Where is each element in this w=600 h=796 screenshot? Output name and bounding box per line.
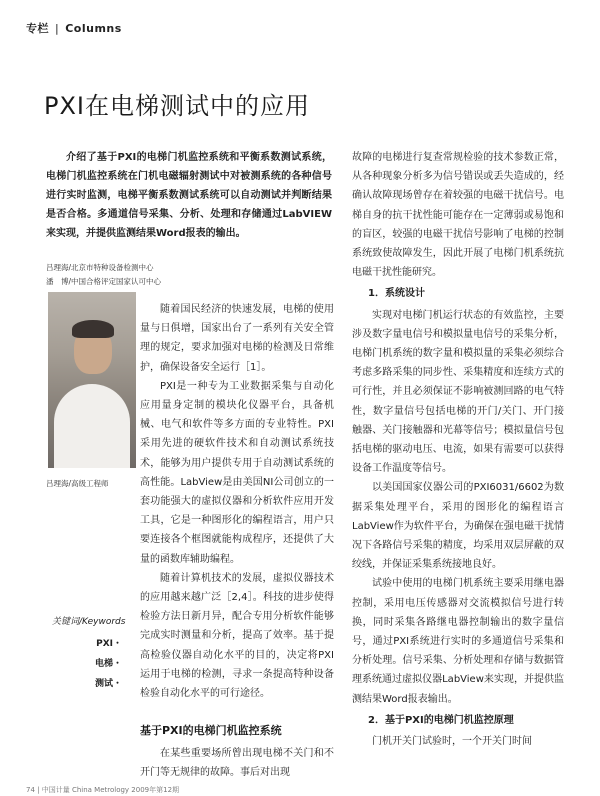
intro-paragraph-3: 随着计算机技术的发展，虚拟仪器技术的应用越来越广泛［2,4］。科技的进步使得检验方法日新月异，配合专用分析软件能够完成实时测量和分析，提高了效率。基于提高检验仪器自动化水平的目的，决定将PXI运用于电梯的检测，寻求一条提高特种设备检验自动化水平的可行途径。 (140, 572, 334, 700)
right-paragraph-2: 以美国国家仪器公司的PXI6031/6602为数据采集处理平台，采用的图形化的编程语言LabView作为软件平台，为确保在强电磁干扰情况下各路信号采集的精度，均采用双层屏蔽的双绞线，并保证采集系统接地良好。 (352, 482, 564, 571)
subsection-2-heading: 2．基于PXI的电梯门机监控原理 (368, 714, 514, 726)
abstract: 介绍了基于PXI的电梯门机监控系统和平衡系数测试系统，电梯门机监控系统在门机电磁辐射测试中对被测系统的各种信号进行实时监测，电梯平衡系数测试系统可以自动测试并判断结果是否合格。多通道信号采集、分析、处理和存储通过LabVIEW来实现，并提供监测结果Word报表的输出。 (46, 152, 332, 239)
photo-shirt (54, 384, 130, 468)
subsection-1-heading: 1．系统设计 (368, 288, 425, 300)
intro-column (140, 300, 334, 703)
article-title: PXI在电梯测试中的应用 (44, 92, 310, 120)
section-heading: 基于PXI的电梯门机监控系统 (140, 724, 282, 737)
column-header (26, 20, 122, 36)
keyword-1: PXI・ (96, 639, 122, 649)
keyword-3: 测试・ (94, 679, 122, 689)
photo-caption: 吕理海/高级工程师 (46, 479, 109, 488)
photo-hair (72, 320, 114, 338)
right-intro: 故障的电梯进行复查常规检验的技术参数正常，从各种现象分析多为信号错误或丢失造成的，经确认故障现场曾存在着较强的电磁干扰信号。电梯自身的抗干扰性能可能存在一定薄弱或易饱和的盲区，较强的电磁干扰信号影响了电梯的控制系统致使故障发生，因此开展了电梯门机系统抗电磁干扰性能研究。 (352, 152, 564, 279)
section-paragraph: 在某些重要场所曾出现电梯不关门和不开门等无规律的故障。事后对出现 (140, 748, 334, 779)
right-tail: 门机开关门试验时，一个开关门时间 (372, 736, 532, 748)
right-paragraph-1: 实现对电梯门机运行状态的有效监控，主要涉及数字量电信号和模拟量电信号的采集分析，电梯门机系统的数字量和模拟量的采集必须综合考虑多路采集的同步性、采集精度和连续方式的可行性，并且必须保证不影响被测回路的电气特性，数字量信号包括电梯的开门/关门、开门接触器、关门接触器和光幕等信号；模拟量信号包括电梯的驱动电压、电流，如果有需要可以获得设备工作温度等信号。 (352, 309, 564, 475)
header-separator: | (55, 22, 60, 35)
author-2: 潘 博/中国合格评定国家认可中心 (46, 277, 162, 286)
right-column (352, 148, 564, 751)
author-1: 吕理海/北京市特种设备检测中心 (46, 263, 154, 272)
section-label: 专栏 (26, 22, 49, 35)
author-photo (48, 292, 136, 468)
section-body (140, 744, 334, 782)
intro-paragraph-2: PXI是一种专为工业数据采集与自动化应用量身定制的模块化仪器平台，具备机械、电气和软件等多方面的专业特性。PXI采用先进的硬软件技术和自动测试系统技术，能够为用户提供专用于自动测试系统的高性能。LabView是由美国NI公司创立的一套功能强大的虚拟仪器和分析软件应用开发工具，它是一种图形化的编程语言，用户只要连接各个框图就能构成程序，还提供了大量的函数库辅助编程。 (140, 380, 334, 565)
columns-label: Columns (65, 22, 122, 35)
intro-paragraph-1: 随着国民经济的快速发展，电梯的使用量与日俱增，国家出台了一系列有关安全管理的规定，要求加强对电梯的检测及日常维护，确保设备安全运行［1］。 (140, 304, 334, 373)
page-footer: 74 | 中国计量 China Metrology 2009年第12期 (26, 786, 180, 794)
right-paragraph-3: 试验中使用的电梯门机系统主要采用继电器控制，采用电压传感器对交流模拟信号进行转换，同时采集各路继电器控制输出的数字量信号，通过PXI系统进行实时的多通道信号采集和分析处理。信号采集、分析处理和存储与数据管理系统通过虚拟仪器LabView来实现，并提供监测结果Word报表输出。 (352, 578, 564, 705)
keyword-2: 电梯・ (94, 659, 122, 669)
keywords-label: 关键词/Keywords (52, 617, 126, 627)
